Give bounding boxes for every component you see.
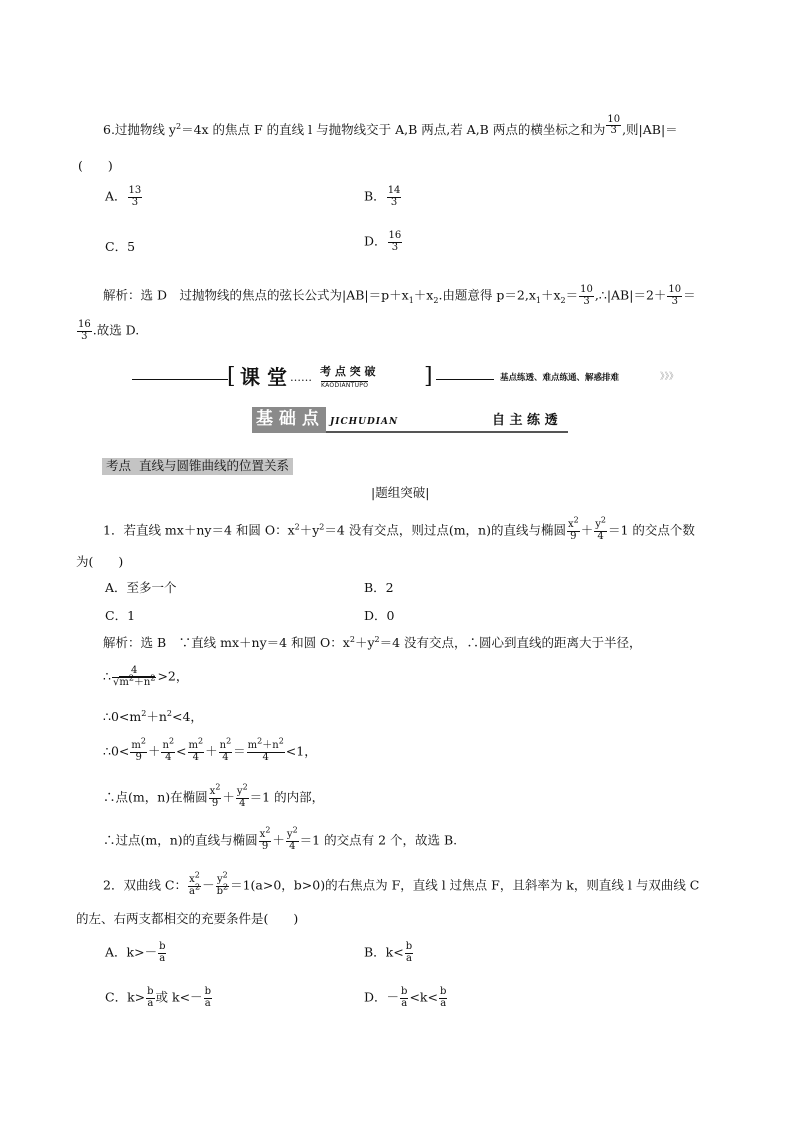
fraction — [259, 825, 272, 852]
banner-arrows: 》》》 — [660, 372, 679, 382]
den: 9 — [135, 751, 142, 763]
q6-option-d — [364, 231, 403, 253]
den: a — [440, 997, 447, 1009]
num: 16 — [78, 319, 91, 330]
text: >2， — [157, 668, 189, 684]
banner-rule-right — [436, 379, 494, 380]
num: 14 — [387, 185, 401, 196]
text: ＋ — [272, 832, 285, 848]
var: n — [143, 676, 151, 688]
q6-stem-b: ＝4x 的焦点 F 的直线 l 与抛物线交于 A,B 两点,若 A,B 两点的横坐标之和为 — [181, 122, 606, 137]
den: 3 — [583, 295, 590, 307]
den: 4 — [262, 751, 269, 763]
den: a — [147, 997, 154, 1009]
den: 4 — [192, 751, 199, 763]
option-label: C． — [105, 239, 128, 254]
text: 2．双曲线 C： — [103, 877, 187, 893]
sup: 2 — [215, 782, 221, 792]
sup: 2 — [168, 736, 175, 746]
text: ∴点(m，n)在椭圆 — [103, 789, 208, 805]
banner-bracket-right: ] — [424, 364, 433, 389]
num: b — [204, 986, 211, 997]
den: 9 — [261, 840, 269, 852]
sup: 2 — [175, 121, 182, 131]
option-value: 5 — [127, 239, 136, 254]
sup: 2 — [294, 522, 300, 532]
text: ＝1 的交点有 2 个，故选 B. — [299, 832, 458, 848]
num: 10 — [607, 113, 621, 125]
fraction — [209, 782, 222, 809]
var: x — [209, 786, 216, 797]
section-title: 直线与圆锥曲线的位置关系 — [138, 458, 289, 473]
fraction — [219, 736, 233, 763]
text: C．k> — [105, 989, 146, 1005]
fraction — [439, 987, 447, 1009]
num: b — [159, 941, 166, 952]
var: x — [567, 519, 574, 530]
text: ＝4 没有交点，∴圆心到直线的距离大于半径， — [379, 635, 642, 650]
fraction — [158, 942, 166, 964]
text: A．k>－ — [105, 944, 158, 960]
q1-solution-line3 — [103, 708, 203, 724]
subhead-left-en: JICHUDIAN — [330, 417, 399, 427]
den: a — [405, 952, 412, 964]
den: 3 — [131, 196, 139, 208]
q2-option-d — [364, 987, 448, 1009]
sol-head: 解析： — [103, 287, 141, 303]
text: ＋ — [580, 522, 594, 538]
fraction — [388, 231, 403, 253]
q6-stem-c: ,则|AB|＝ — [622, 122, 678, 137]
den: 9 — [570, 530, 577, 542]
num: b — [401, 986, 408, 997]
option-label: D． — [364, 233, 387, 249]
var: m — [247, 740, 258, 751]
section-heading — [102, 458, 293, 475]
num — [236, 782, 249, 799]
var: m — [131, 740, 141, 751]
text: <4， — [171, 709, 203, 724]
sup: 2 — [573, 515, 579, 525]
num — [219, 736, 233, 753]
den: a — [401, 997, 408, 1009]
sol-text: .故选 D. — [92, 322, 140, 338]
sup: 2 — [194, 882, 201, 892]
text: < — [176, 743, 187, 759]
num — [567, 515, 580, 532]
option-label: A． — [105, 188, 127, 204]
q6-solution-line2 — [76, 320, 139, 342]
text: ＋ — [222, 789, 235, 805]
den: 3 — [671, 295, 678, 307]
fraction — [405, 942, 413, 964]
sol-text: 选 D 过抛物线的焦点的弦长公式为|AB|＝p＋x — [140, 287, 409, 303]
fraction — [579, 285, 594, 307]
den: 4 — [289, 840, 296, 852]
text: ＋n — [146, 709, 167, 724]
sup: 2 — [257, 736, 263, 746]
sub: 1 — [535, 296, 541, 305]
fraction — [567, 515, 580, 542]
num — [209, 782, 222, 799]
den: a — [204, 997, 211, 1009]
banner-title: 课 堂 — [240, 365, 287, 389]
fraction — [188, 870, 201, 897]
sup: 2 — [128, 673, 134, 683]
sup: 2 — [242, 782, 248, 792]
q6-option-a — [105, 186, 143, 208]
sup: 2 — [140, 736, 146, 746]
text: ∴过点(m，n)的直线与椭圆 — [103, 832, 258, 848]
fraction — [286, 825, 299, 852]
sup: 2 — [222, 870, 228, 880]
fraction — [606, 115, 621, 137]
fraction — [216, 870, 230, 897]
q1-stem — [103, 515, 695, 542]
sup: 2 — [374, 634, 380, 644]
sol-text: ＋x — [413, 287, 434, 303]
text: <1， — [285, 743, 317, 759]
den: a — [159, 952, 166, 964]
num — [286, 825, 299, 842]
sup: 2 — [600, 515, 606, 525]
sup: 2 — [141, 708, 147, 718]
sol-text: ＝ — [565, 287, 579, 303]
sup: 2 — [265, 825, 271, 835]
q2-option-c — [105, 987, 213, 1009]
q1-solution-line5 — [103, 782, 325, 809]
text: ＋ — [205, 743, 218, 759]
section-label: 考点 — [106, 458, 132, 473]
fraction — [146, 987, 154, 1009]
var: n — [272, 740, 279, 751]
fraction — [667, 285, 682, 307]
text: ＝1(a>0，b>0)的右焦点为 F，直线 l 过焦点 F，且斜率为 k，则直线 l 与双曲线 C — [230, 877, 700, 893]
sub: 2 — [560, 296, 566, 305]
var: m — [119, 676, 129, 688]
num: 16 — [388, 230, 402, 241]
sub: 1 — [408, 296, 414, 305]
var: b — [216, 885, 223, 897]
num: 10 — [668, 284, 682, 295]
sqrt-sign: √ — [112, 676, 120, 688]
var: y — [216, 874, 223, 885]
text: 1．若直线 mx＋ny＝4 和圆 O：x — [103, 522, 295, 538]
text: 或 k<－ — [155, 989, 203, 1005]
q2-option-b — [364, 942, 414, 964]
text: ＝1 的交点个数 — [607, 522, 695, 538]
text: － — [202, 877, 215, 893]
den: 3 — [610, 125, 617, 136]
num: b — [439, 986, 447, 997]
fraction — [400, 987, 408, 1009]
den: 4 — [239, 797, 246, 809]
sup: 2 — [349, 634, 355, 644]
sol-text: ,∴|AB|＝2＋ — [594, 287, 667, 303]
den: 4 — [222, 751, 229, 763]
text: D．－ — [364, 989, 400, 1005]
text: ＋ — [133, 676, 144, 688]
num — [161, 736, 175, 753]
banner-rule-left — [132, 379, 228, 380]
fraction — [594, 515, 607, 542]
text: ∴0<m — [103, 709, 142, 724]
text: ＋y — [299, 522, 320, 538]
var: y — [236, 786, 243, 797]
var: n — [162, 740, 169, 751]
fraction — [387, 186, 402, 208]
q1-solution-line1 — [103, 634, 642, 650]
sol-text: ＝ — [683, 287, 696, 303]
subhead-underline — [326, 431, 568, 433]
den: 4 — [597, 530, 604, 542]
num: 4 — [112, 666, 157, 678]
sup: 2 — [194, 870, 200, 880]
text: ＋y — [354, 635, 375, 650]
banner-subtitle-en: KAODIANTUPO — [321, 382, 369, 389]
sup: 2 — [319, 522, 325, 532]
sol-text: ＋x — [540, 287, 561, 303]
sup: 2 — [198, 736, 204, 746]
text: ＝ — [233, 743, 246, 759]
fraction — [77, 320, 92, 342]
den — [112, 673, 157, 689]
q1-solution-line4 — [103, 736, 317, 763]
sup: 2 — [278, 736, 284, 746]
q1-stem-line2: 为( ) — [76, 554, 124, 569]
var: a — [189, 885, 195, 897]
q1-option-a: A．至多一个 — [105, 580, 177, 595]
banner-subtitle-cn: 考 点 突 破 — [320, 365, 376, 378]
q6-option-c — [105, 241, 135, 254]
q2-option-a — [105, 942, 167, 964]
sup: 2 — [166, 708, 172, 718]
fraction — [112, 666, 157, 688]
var: n — [219, 740, 227, 751]
text: ＋ — [147, 743, 161, 759]
fraction — [128, 186, 143, 208]
q6-stem-a: 6.过抛物线 y — [103, 122, 176, 137]
q1-solution-line2 — [103, 666, 188, 688]
var: x — [259, 829, 266, 840]
fraction — [188, 736, 205, 763]
fraction — [161, 736, 175, 763]
text: B．k< — [364, 944, 404, 960]
text: <k< — [409, 989, 438, 1005]
num — [188, 736, 205, 753]
q1-option-b: B．2 — [364, 580, 394, 595]
sup: 2 — [292, 825, 298, 835]
sup: 2 — [150, 673, 156, 683]
text: ＝4 没有交点，则过点(m，n)的直线与椭圆 — [324, 522, 566, 538]
den: 3 — [81, 330, 88, 342]
fraction — [130, 736, 147, 763]
sub: 2 — [433, 296, 439, 305]
num: 13 — [128, 185, 142, 196]
den: 4 — [165, 751, 172, 763]
den: 3 — [391, 241, 399, 253]
banner-right-text: 基点练透、难点练通、解惑排难 — [500, 373, 620, 383]
text: ＋ — [262, 740, 273, 751]
var: y — [286, 829, 293, 840]
q2-stem-line2: 的左、右两支都相交的充要条件是( ) — [76, 911, 299, 926]
fraction — [247, 736, 285, 763]
q6-stem — [103, 113, 678, 137]
q1-option-d: D．0 — [364, 608, 395, 623]
text: 解析：选 B ∵直线 mx＋ny＝4 和圆 O：x — [103, 635, 350, 650]
q6-solution-line1 — [103, 285, 696, 307]
sol-text: .由题意得 p＝2,x — [438, 287, 536, 303]
var: x — [189, 874, 195, 885]
sup: 2 — [222, 882, 229, 892]
option-label: B． — [364, 188, 386, 204]
q1-solution-line6 — [103, 825, 458, 852]
fraction — [236, 782, 249, 809]
num: 10 — [580, 284, 593, 295]
num — [259, 825, 272, 842]
q1-option-c: C．1 — [105, 608, 136, 623]
num — [130, 736, 147, 753]
q6-paren: ( ) — [78, 158, 113, 173]
radicand — [119, 673, 156, 688]
var: y — [595, 519, 601, 530]
subhead-right: 自 主 练 透 — [492, 413, 558, 428]
den: 3 — [390, 196, 398, 208]
den: 9 — [211, 797, 219, 809]
q2-stem — [103, 870, 700, 897]
q6-option-b — [364, 186, 402, 208]
fraction — [204, 987, 212, 1009]
num: b — [405, 941, 413, 952]
subhead-left-cn: 基 础 点 — [256, 409, 319, 429]
den — [216, 882, 230, 898]
sup: 2 — [226, 736, 232, 746]
banner-dots: …… — [290, 371, 312, 384]
var: m — [188, 740, 198, 751]
banner-bracket-left: [ — [227, 364, 236, 389]
num — [247, 736, 285, 753]
den — [188, 882, 201, 898]
text: ∴0< — [103, 743, 130, 759]
text: ∴ — [103, 668, 111, 684]
num — [594, 515, 607, 532]
num: b — [147, 986, 154, 997]
group-title: |题组突破| — [371, 485, 430, 500]
text: ＝1 的内部， — [249, 789, 325, 805]
